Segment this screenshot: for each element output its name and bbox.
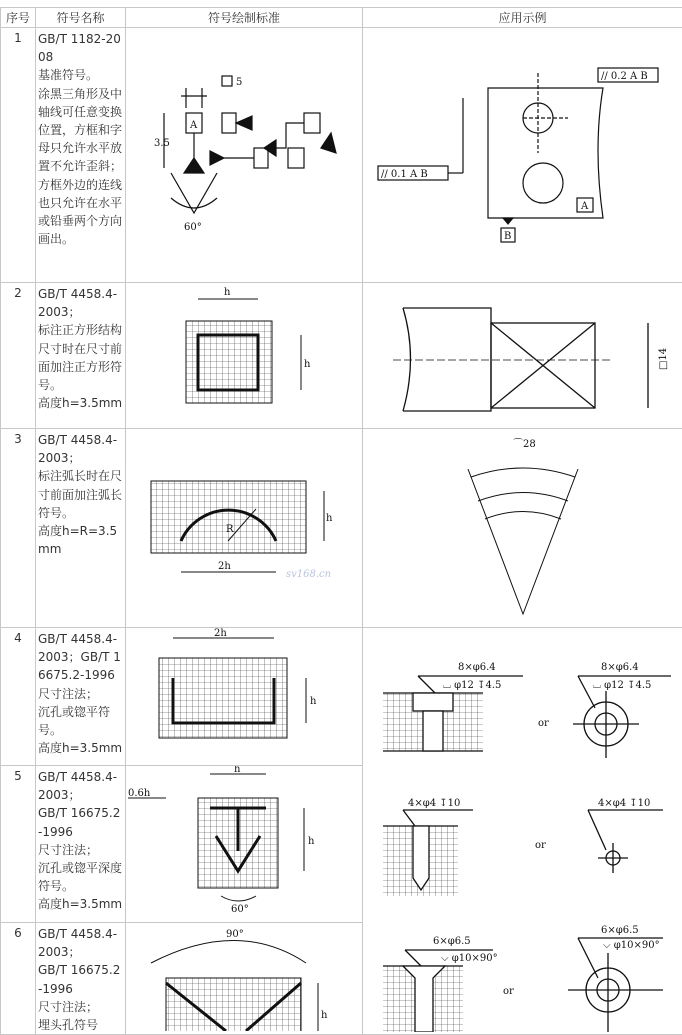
row-number: 4 <box>1 628 36 766</box>
svg-text:5: 5 <box>236 77 242 88</box>
svg-text:⌵ φ10×90°: ⌵ φ10×90° <box>441 953 498 964</box>
svg-text:or: or <box>538 718 549 729</box>
svg-text:or: or <box>503 986 514 997</box>
svg-text:8×φ6.4: 8×φ6.4 <box>601 662 639 673</box>
svg-text:A: A <box>580 201 589 212</box>
row-number: 3 <box>1 429 36 628</box>
row-name: GB/T 1182-2008 基准符号。 涂黑三角形及中轴线可任意变换位置，方框和字母只允许水平放置不允许歪斜；方框外边的连线也只允许在水平或铅垂两个方向画出。 <box>36 28 126 283</box>
table-row <box>1 429 682 628</box>
row-name: GB/T 4458.4-2003；GB/T 16675.2-1996 尺寸注法； 沉孔或锪平符号。 高度h=3.5mm <box>36 628 126 766</box>
svg-text:□14: □14 <box>658 348 669 370</box>
svg-text:2h: 2h <box>218 561 231 572</box>
svg-text:h: h <box>308 836 315 847</box>
svg-text:h: h <box>234 766 241 775</box>
svg-text:0.6h: 0.6h <box>128 788 151 799</box>
svg-text:60°: 60° <box>231 904 249 915</box>
datum-example-drawing <box>363 28 682 283</box>
svg-text:90°: 90° <box>226 929 244 940</box>
row-name: GB/T 4458.4-2003； GB/T 16675.2-1996 尺寸注法； 埋头孔符号 <box>36 923 126 1035</box>
row-number: 1 <box>1 28 36 283</box>
row-number: 5 <box>1 766 36 923</box>
row-number: 6 <box>1 923 36 1035</box>
row-number: 2 <box>1 283 36 429</box>
svg-text:60°: 60° <box>184 222 202 233</box>
square-symbol-drawing <box>126 283 363 429</box>
table-row <box>1 628 682 766</box>
datum-symbol-drawing <box>126 28 363 283</box>
depth-symbol-drawing <box>126 766 363 923</box>
table-header <box>1 8 682 28</box>
arc-example-drawing <box>363 429 682 628</box>
table-row <box>1 283 682 429</box>
arc-symbol-drawing <box>126 429 363 628</box>
svg-text:A: A <box>189 120 198 131</box>
table-row <box>1 28 682 283</box>
svg-text:8×φ6.4: 8×φ6.4 <box>458 662 496 673</box>
svg-text:h: h <box>321 1010 328 1021</box>
svg-text:h: h <box>304 359 311 370</box>
svg-text:6×φ6.5: 6×φ6.5 <box>601 925 639 936</box>
svg-text:⌴ φ12 ↧4.5: ⌴ φ12 ↧4.5 <box>443 680 501 691</box>
header-standard: 符号绘制标准 <box>126 8 363 28</box>
svg-text:⌵ φ10×90°: ⌵ φ10×90° <box>603 940 660 951</box>
svg-text:h: h <box>224 287 231 298</box>
square-example-drawing <box>363 283 682 429</box>
svg-text:h: h <box>326 513 333 524</box>
svg-text:h: h <box>310 696 317 707</box>
svg-text:// 0.1 A B: // 0.1 A B <box>381 169 428 180</box>
svg-text:⌴ φ12 ↧4.5: ⌴ φ12 ↧4.5 <box>593 680 651 691</box>
svg-text:3.5: 3.5 <box>154 138 170 149</box>
counterbore-symbol-drawing <box>126 628 363 766</box>
symbol-table <box>0 7 682 1035</box>
row-name: GB/T 4458.4-2003； 标注正方形结构尺寸时在尺寸前面加注正方形符号。 高度h=3.5mm <box>36 283 126 429</box>
svg-text:R: R <box>226 524 234 535</box>
header-example: 应用示例 <box>363 8 682 28</box>
row-name: GB/T 4458.4-2003； 标注弧长时在尺寸前面加注弧长符号。 高度h=R=3.5mm <box>36 429 126 628</box>
hole-examples-drawing <box>363 628 682 1035</box>
header-no: 序号 <box>1 8 36 28</box>
svg-text:⌒28: ⌒28 <box>513 438 536 450</box>
svg-text:4×φ4 ↧10: 4×φ4 ↧10 <box>408 798 460 809</box>
svg-text:B: B <box>504 231 511 242</box>
svg-text:4×φ4 ↧10: 4×φ4 ↧10 <box>598 798 650 809</box>
svg-text:2h: 2h <box>214 628 227 639</box>
row-name: GB/T 4458.4-2003； GB/T 16675.2-1996 尺寸注法； 沉孔或锪平深度符号。 高度h=3.5mm <box>36 766 126 923</box>
svg-text:// 0.2 A B: // 0.2 A B <box>601 71 648 82</box>
svg-text:or: or <box>535 840 546 851</box>
svg-text:6×φ6.5: 6×φ6.5 <box>433 936 471 947</box>
svg-text:sv168.cn: sv168.cn <box>286 569 331 580</box>
header-name: 符号名称 <box>36 8 126 28</box>
countersink-symbol-drawing <box>126 923 363 1035</box>
